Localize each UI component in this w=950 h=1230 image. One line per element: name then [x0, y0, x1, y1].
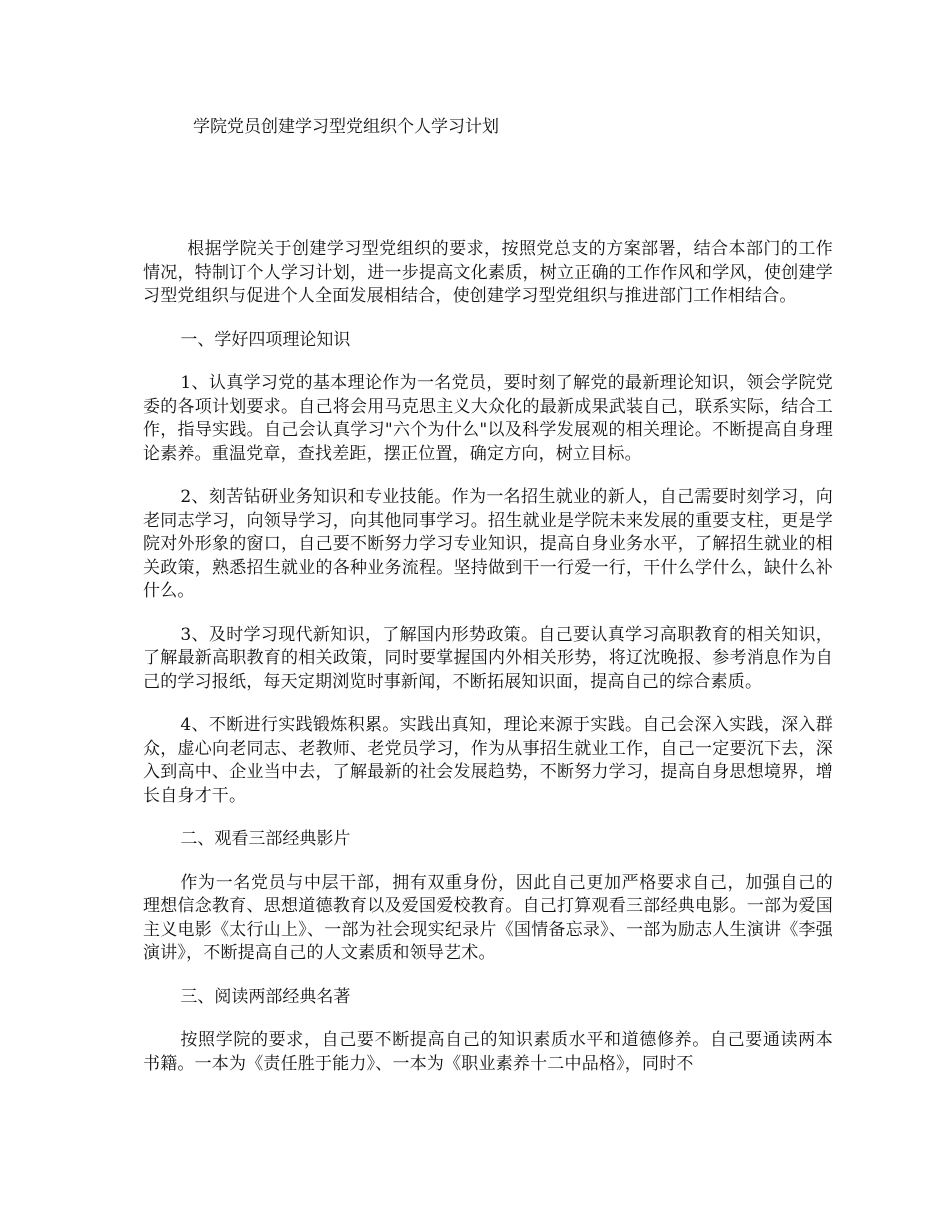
section1-item-3: 3、及时学习现代新知识，了解国内形势政策。自己要认真学习高职教育的相关知识，了解最新高职教育的相关政策，同时要掌握国内外相关形势，将辽沈晚报、参考消息作为自己的学习报纸，每天定期浏览时事新闻，不断拓展知识面，提高自己的综合素质。	[143, 624, 833, 692]
section-heading-3: 三、阅读两部经典名著	[180, 986, 351, 1007]
section1-item-2: 2、刻苦钻研业务知识和专业技能。作为一名招生就业的新人，自己需要时刻学习，向老同志学习，向领导学习，向其他同事学习。招生就业是学院未来发展的重要支柱，更是学院对外形象的窗口，自己要不断努力学习专业知识，提高自身业务水平，了解招生就业的相关政策，熟悉招生就业的各种业务流程。坚持做到干一行爱一行，干什么学什么，缺什么补什么。	[143, 487, 833, 601]
document-body	[143, 238, 833, 1096]
section3-paragraph: 按照学院的要求，自己要不断提高自己的知识素质水平和道德修养。自己要通读两本书籍。一本为《责任胜于能力》、一本为《职业素养十二中品格》，同时不	[143, 1030, 833, 1074]
section2-paragraph: 作为一名党员与中层干部，拥有双重身份，因此自己更加严格要求自己，加强自己的理想信念教育、思想道德教育以及爱国爱校教育。自己打算观看三部经典电影。一部为爱国主义电影《太行山上》、一部为社会现实纪录片《国情备忘录》、一部为励志人生演讲《李强演讲》，不断提高自己的人文素质和领导艺术。	[143, 872, 833, 963]
document-title: 学院党员创建学习型党组织个人学习计划	[193, 117, 499, 137]
section1-item-1: 1、认真学习党的基本理论作为一名党员，要时刻了解党的最新理论知识，领会学院党委的各项计划要求。自己将会用马克思主义大众化的最新成果武装自己，联系实际，结合工作，指导实践。自己会认真学习"六个为什么"以及科学发展观的相关理论。不断提高自身理论素养。重温党章，查找差距，摆正位置，确定方向，树立目标。	[143, 373, 833, 464]
intro-paragraph: 根据学院关于创建学习型党组织的要求，按照党总支的方案部署，结合本部门的工作情况，特制订个人学习计划，进一步提高文化素质，树立正确的工作作风和学风，使创建学习型党组织与促进个人全面发展相结合，使创建学习型党组织与推进部门工作相结合。	[143, 239, 833, 306]
section-heading-2: 二、观看三部经典影片	[180, 829, 351, 849]
section1-item-4: 4、不断进行实践锻炼积累。实践出真知，理论来源于实践。自己会深入实践，深入群众，虚心向老同志、老教师、老党员学习，作为从事招生就业工作，自己一定要沉下去，深入到高中、企业当中去，了解最新的社会发展趋势，不断努力学习，提高自身思想境界，增长自身才干。	[143, 715, 833, 806]
section-heading-1: 一、学好四项理论知识	[180, 329, 351, 350]
